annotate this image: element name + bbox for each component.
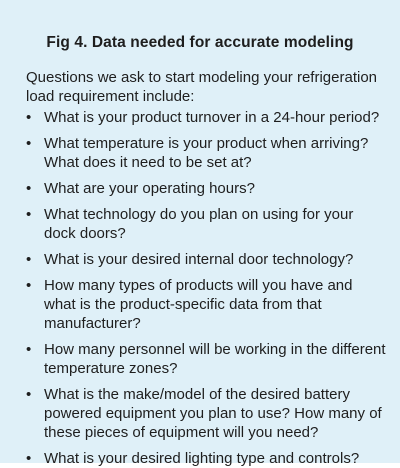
list-item xyxy=(26,276,386,333)
intro-text: Questions we ask to start modeling your refrigeration load requirement include: xyxy=(26,69,377,105)
list-item xyxy=(26,340,386,378)
bullet-icon: • xyxy=(26,109,32,126)
list-item xyxy=(26,108,386,127)
bullet-icon: • xyxy=(26,341,32,358)
question-text: What is your desired lighting type and controls? xyxy=(44,450,360,467)
bullet-icon: • xyxy=(26,450,32,467)
bullet-icon: • xyxy=(26,206,32,223)
question-text: How many types of products will you have and what is the product-specific data from that manufacturer? xyxy=(44,277,353,332)
question-text: What is your product turnover in a 24-hour period? xyxy=(44,109,380,126)
question-text: What is the make/model of the desired battery powered equipment you plan to use? How many of these pieces of equipment will you need? xyxy=(44,386,382,441)
question-list xyxy=(26,108,386,468)
list-item xyxy=(26,179,386,198)
list-item xyxy=(26,449,386,468)
bullet-icon: • xyxy=(26,386,32,403)
question-text: What is your desired internal door technology? xyxy=(44,251,354,268)
list-item xyxy=(26,385,386,442)
question-text: What are your operating hours? xyxy=(44,180,255,197)
bullet-icon: • xyxy=(26,180,32,197)
question-text: How many personnel will be working in the different temperature zones? xyxy=(44,341,386,377)
bullet-icon: • xyxy=(26,135,32,152)
list-item xyxy=(26,205,386,243)
bullet-icon: • xyxy=(26,277,32,294)
figure-title: Fig 4. Data needed for accurate modeling xyxy=(46,34,354,51)
list-item xyxy=(26,134,386,172)
question-text: What technology do you plan on using for your dock doors? xyxy=(44,206,354,242)
list-item xyxy=(26,250,386,269)
bullet-icon: • xyxy=(26,251,32,268)
question-text: What temperature is your product when arriving? What does it need to be set at? xyxy=(44,135,369,171)
